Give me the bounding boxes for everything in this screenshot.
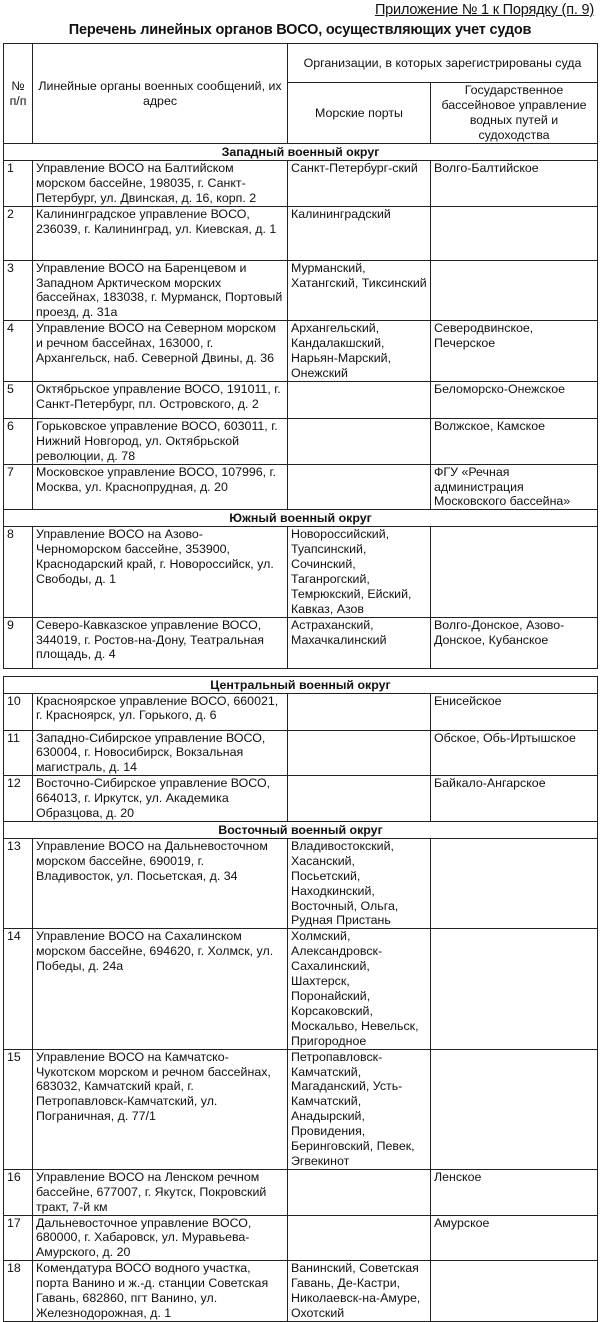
sea-ports: Архангельский, Кандалакшский, Нарьян-Марский, Онежский [288,321,431,382]
basin-administration: Ленское [431,1169,598,1215]
basin-administration: Енисейское [431,693,598,730]
district-row [4,144,598,161]
organ-address: Управление ВОСО на Баренцевом и Западном Арктическом морских бассейнах, 183038, г. Мурманск, Портовый проезд, д. 31а [33,260,288,321]
header-ports: Морские порты [288,83,431,144]
organ-address: Горьковское управление ВОСО, 603011, г. Нижний Новгород, ул. Октябрьской революции, д. 78 [33,418,288,464]
table-row [4,617,598,668]
organs-table [3,43,598,1322]
table-row [4,1261,598,1322]
row-number: 18 [4,1261,33,1322]
organ-address: Московское управление ВОСО, 107996, г. Москва, ул. Краснопрудная, д. 20 [33,464,288,510]
basin-administration: Амурское [431,1215,598,1261]
organ-address: Управление ВОСО на Северном морском и речном бассейнах, 163000, г. Архангельск, наб. Северной Двины, д. 36 [33,321,288,382]
row-number: 1 [4,160,33,206]
table-row [4,206,598,260]
document-title: Перечень линейных органов ВОСО, осуществляющих учет судов [68,22,532,38]
row-number: 8 [4,527,33,617]
basin-administration [431,1049,598,1169]
table-row [4,381,598,418]
row-number: 4 [4,321,33,382]
organ-address: Калининградское управление ВОСО, 236039, г. Калининград, ул. Киевская, д. 1 [33,206,288,260]
sea-ports [288,730,431,776]
table-row [4,418,598,464]
organ-address: Управление ВОСО на Ленском речном бассейне, 677007, г. Якутск, Покровский тракт, 7-й км [33,1169,288,1215]
table-row [4,929,598,1049]
organ-address: Северо-Кавказское управление ВОСО, 344019, г. Ростов-на-Дону, Театральная площадь, д. 4 [33,617,288,668]
row-number: 5 [4,381,33,418]
organ-address: Дальневосточное управление ВОСО, 680000, г. Хабаровск, ул. Муравьева-Амурского, д. 20 [33,1215,288,1261]
sea-ports [288,381,431,418]
table-row [4,321,598,382]
row-number: 11 [4,730,33,776]
table-gap [4,668,598,676]
table-row [4,160,598,206]
sea-ports [288,693,431,730]
table-row [4,838,598,928]
organ-address: Западно-Сибирское управление ВОСО, 630004, г. Новосибирск, Вокзальная магистраль, д. 14 [33,730,288,776]
row-number: 14 [4,929,33,1049]
row-number: 3 [4,260,33,321]
basin-administration: Северодвинское, Печерское [431,321,598,382]
sea-ports: Ванинский, Советская Гавань, Де-Кастри, Николаевск-на-Амуре, Охотский [288,1261,431,1322]
table-row [4,527,598,617]
organ-address: Комендатура ВОСО водного участка, порта Ванино и ж.-д. станции Советская Гавань, 682860, пгт Ванино, ул. Железнодорожная, д. 1 [33,1261,288,1322]
district-row [4,822,598,839]
row-number: 7 [4,464,33,510]
basin-administration: Обское, Обь-Иртышское [431,730,598,776]
table-row [4,776,598,822]
header-orgs: Организации, в которых зарегистрированы суда [288,44,598,83]
basin-administration: Волго-Донское, Азово-Донское, Кубанское [431,617,598,668]
organ-address: Управление ВОСО на Сахалинском морском бассейне, 694620, г. Холмск, ул. Победы, д. 24а [33,929,288,1049]
sea-ports: Калининградский [288,206,431,260]
district-name: Южный военный округ [4,510,598,527]
row-number: 10 [4,693,33,730]
sea-ports [288,1169,431,1215]
sea-ports: Санкт-Петербург-ский [288,160,431,206]
sea-ports: Петропавловск-Камчатский, Магаданский, Усть-Камчатский, Анадырский, Провидения, Беринговский, Певек, Эгвекинот [288,1049,431,1169]
sea-ports [288,464,431,510]
row-number: 15 [4,1049,33,1169]
appendix-reference: Приложение № 1 к Порядку (п. 9) [374,2,594,18]
table-row [4,1215,598,1261]
row-number: 12 [4,776,33,822]
basin-administration: Беломорско-Онежское [431,381,598,418]
basin-administration [431,206,598,260]
row-number: 2 [4,206,33,260]
sea-ports: Астраханский, Махачкалинский [288,617,431,668]
sea-ports [288,776,431,822]
header-num: № п/п [4,44,33,144]
organ-address: Управление ВОСО на Дальневосточном морском бассейне, 690019, г. Владивосток, ул. Посьетская, д. 34 [33,838,288,928]
sea-ports: Холмский, Александровск-Сахалинский, Шахтерск, Поронайский, Корсаковский, Москальво, Невельск, Пригородное [288,929,431,1049]
organ-address: Восточно-Сибирское управление ВОСО, 664013, г. Иркутск, ул. Академика Образцова, д. 20 [33,776,288,822]
table-row [4,730,598,776]
basin-administration [431,527,598,617]
basin-administration: ФГУ «Речная администрация Московского бассейна» [431,464,598,510]
district-name: Западный военный округ [4,144,598,161]
basin-administration: Байкало-Ангарское [431,776,598,822]
district-row [4,510,598,527]
basin-administration [431,838,598,928]
row-number: 16 [4,1169,33,1215]
row-number: 6 [4,418,33,464]
organ-address: Управление ВОСО на Камчатско-Чукотском морском и речном бассейнах, 683032, Камчатский край, г. Петропавловск-Камчатский, ул. Пограничная, д. 77/1 [33,1049,288,1169]
gap-cell [4,668,598,676]
table-row [4,1049,598,1169]
basin-administration [431,260,598,321]
sea-ports [288,418,431,464]
table-row [4,1169,598,1215]
table-row [4,260,598,321]
basin-administration [431,1261,598,1322]
organ-address: Управление ВОСО на Балтийском морском бассейне, 198035, г. Санкт-Петербург, ул. Двинская, д. 16, корп. 2 [33,160,288,206]
row-number: 17 [4,1215,33,1261]
basin-administration: Волжское, Камское [431,418,598,464]
sea-ports: Владивостокский, Хасанский, Посьетский, Находкинский, Восточный, Ольга, Рудная Пристань [288,838,431,928]
organ-address: Октябрьское управление ВОСО, 191011, г. Санкт-Петербург, пл. Островского, д. 2 [33,381,288,418]
district-name: Центральный военный округ [4,676,598,693]
organ-address: Красноярское управление ВОСО, 660021, г. Красноярск, ул. Горького, д. 6 [33,693,288,730]
header-organ: Линейные органы военных сообщений, их адрес [33,44,288,144]
basin-administration: Волго-Балтийское [431,160,598,206]
table-row [4,464,598,510]
sea-ports: Новороссийский, Туапсинский, Сочинский, Таганрогский, Темрюкский, Ейский, Кавказ, Азов [288,527,431,617]
sea-ports: Мурманский, Хатангский, Тиксинский [288,260,431,321]
district-row [4,676,598,693]
organ-address: Управление ВОСО на Азово-Черноморском бассейне, 353900, Краснодарский край, г. Новороссийск, ул. Свободы, д. 1 [33,527,288,617]
header-basin: Государственное бассейновое управление водных путей и судоходства [431,83,598,144]
table-row [4,693,598,730]
row-number: 9 [4,617,33,668]
basin-administration [431,929,598,1049]
sea-ports [288,1215,431,1261]
row-number: 13 [4,838,33,928]
district-name: Восточный военный округ [4,822,598,839]
